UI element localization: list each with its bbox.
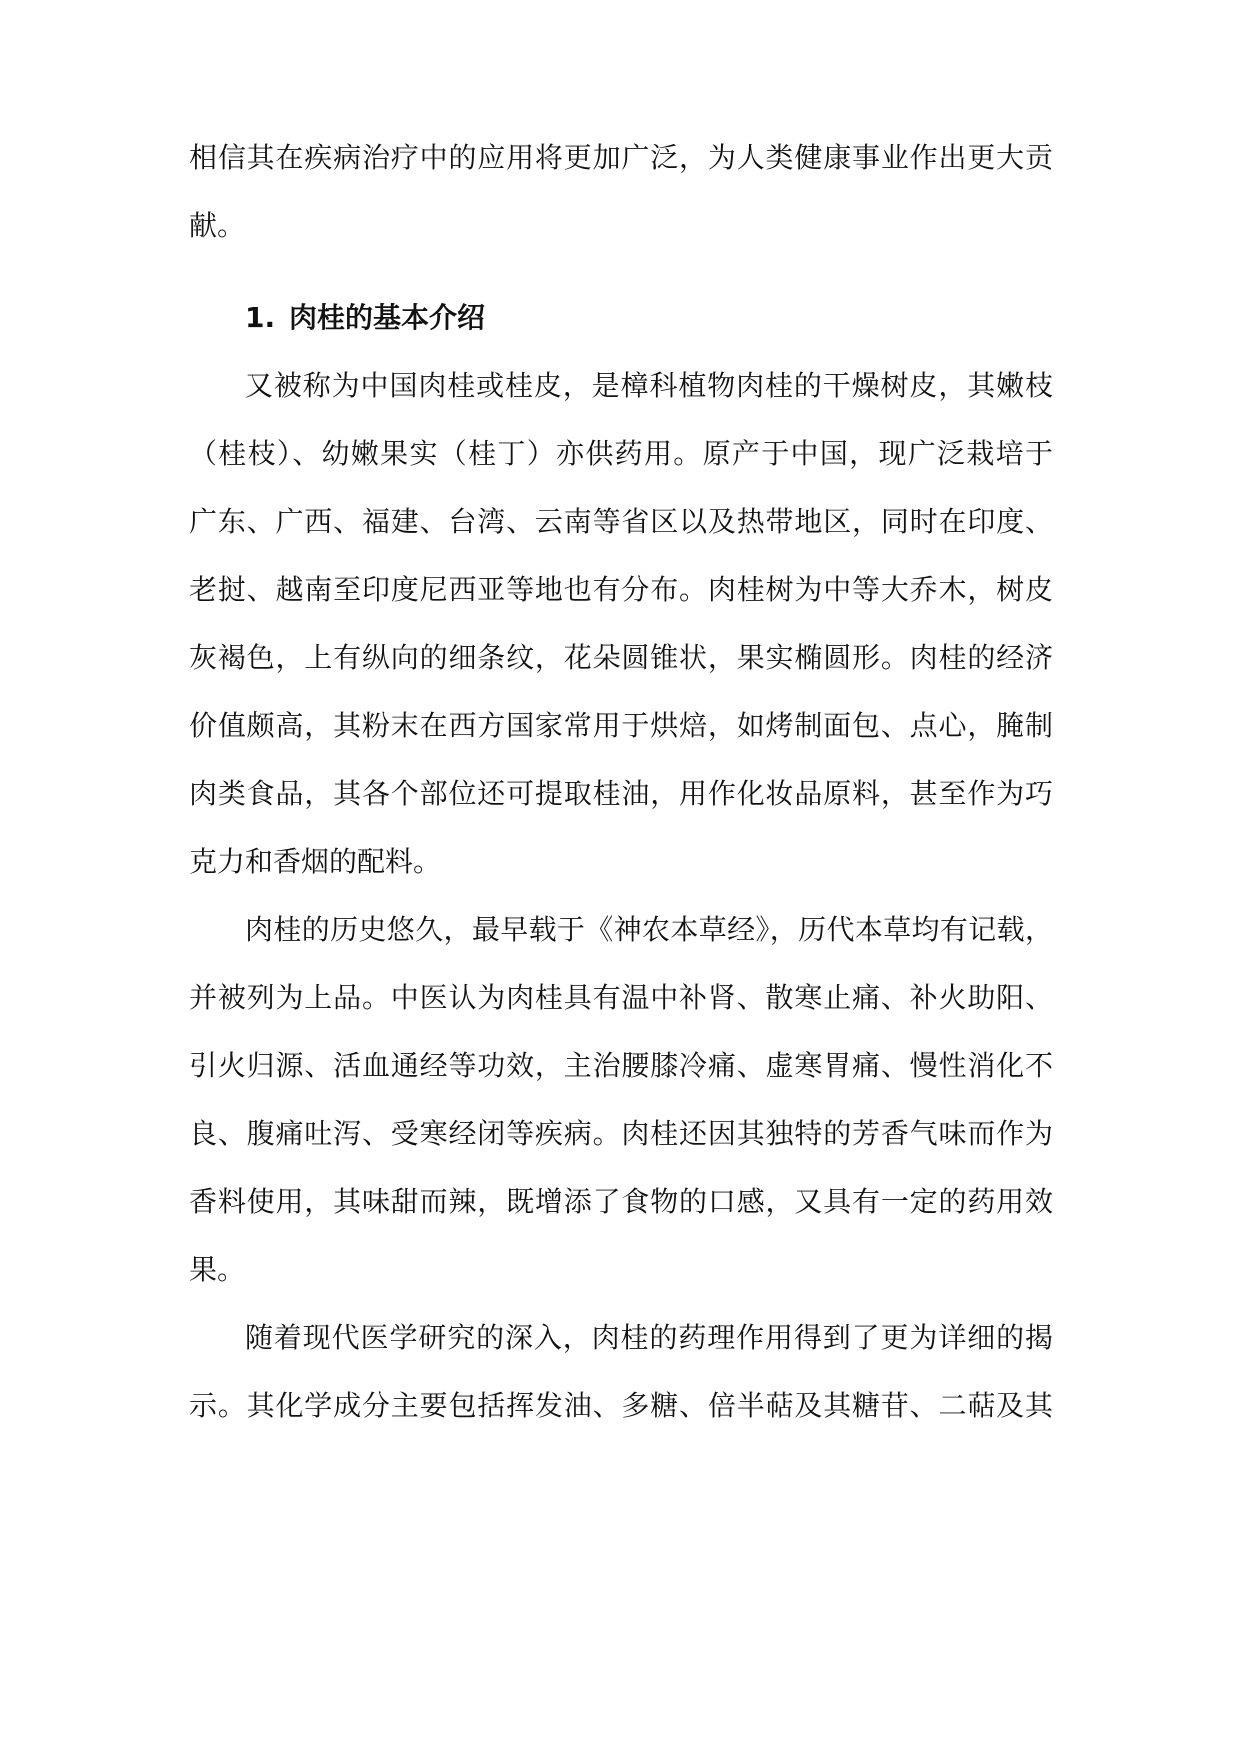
- paragraph-1-line-1: 又被称为中国肉桂或桂皮，是樟科植物肉桂的干燥树皮，其嫩枝: [245, 369, 1053, 402]
- paragraph-2-line-6: 果。: [189, 1253, 246, 1286]
- paragraph-1-line-5: 灰褐色，上有纵向的细条纹，花朵圆锥状，果实椭圆形。肉桂的经济: [189, 641, 1053, 674]
- paragraph-1-line-4: 老挝、越南至印度尼西亚等地也有分布。肉桂树为中等大乔木，树皮: [189, 573, 1053, 606]
- paragraph-1-line-6: 价值颇高，其粉末在西方国家常用于烘焙，如烤制面包、点心，腌制: [189, 709, 1053, 742]
- paragraph-1-line-3: 广东、广西、福建、台湾、云南等省区以及热带地区，同时在印度、: [189, 505, 1053, 538]
- paragraph-1-line-7: 肉类食品，其各个部位还可提取桂油，用作化妆品原料，甚至作为巧: [189, 777, 1053, 810]
- paragraph-2-line-2: 并被列为上品。中医认为肉桂具有温中补肾、散寒止痛、补火助阳、: [189, 981, 1053, 1014]
- paragraph-1-line-2: （桂枝）、幼嫩果实（桂丁）亦供药用。原产于中国，现广泛栽培于: [189, 437, 1053, 470]
- section-title: 肉桂的基本介绍: [289, 301, 486, 334]
- paragraph-3-line-1: 随着现代医学研究的深入，肉桂的药理作用得到了更为详细的揭: [245, 1321, 1053, 1354]
- paragraph-2-line-3: 引火归源、活血通经等功效，主治腰膝冷痛、虚寒胃痛、慢性消化不: [189, 1049, 1053, 1082]
- intro-line-1: 相信其在疾病治疗中的应用将更加广泛，为人类健康事业作出更大贡: [189, 141, 1053, 174]
- paragraph-2-line-1: 肉桂的历史悠久，最早载于《神农本草经》，历代本草均有记载，: [245, 913, 1053, 946]
- paragraph-3-line-2: 示。其化学成分主要包括挥发油、多糖、倍半萜及其糖苷、二萜及其: [189, 1389, 1053, 1422]
- paragraph-2-line-4: 良、腹痛吐泻、受寒经闭等疾病。肉桂还因其独特的芳香气味而作为: [189, 1117, 1053, 1150]
- paragraph-2-line-5: 香料使用，其味甜而辣，既增添了食物的口感，又具有一定的药用效: [189, 1185, 1053, 1218]
- section-heading: [245, 298, 485, 338]
- section-number: 1.: [245, 301, 276, 334]
- intro-line-2: 献。: [189, 209, 246, 242]
- paragraph-1-line-8: 克力和香烟的配料。: [189, 845, 442, 878]
